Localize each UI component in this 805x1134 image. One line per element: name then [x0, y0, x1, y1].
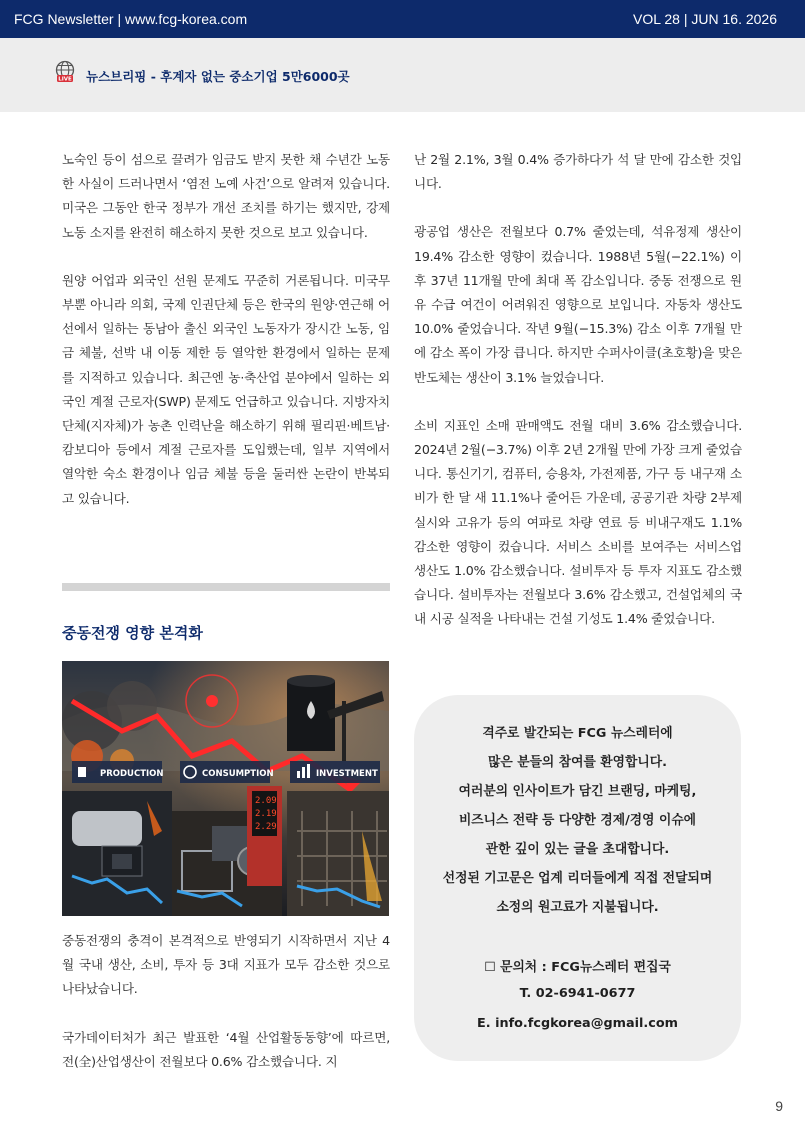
section-divider [62, 583, 390, 591]
paragraph: 국가데이터처가 최근 발표한 ‘4월 산업활동동향’에 따르면, 전(全)산업생산이 전월보다 0.6% 감소했습니다. 지 [62, 1029, 390, 1069]
globe-live-icon [54, 60, 76, 84]
paragraph: 원양 어업과 외국인 선원 문제도 꾸준히 거론됩니다. 미국무부뿐 아니라 의회, 국제 인권단체 등은 한국의 원양·연근해 어선에서 일하는 동남아 출신 외국인 노동자가 장시간 노동, 임금 체불, 선박 내 이동 제한 등 열악한 환경에서 일하는 문제를 지적하고 있습니다. 최근엔 농·축산업 분야에서 일하는 외국인 계절 근로자(SWP) 문제도 언급하고 있습니다. 지방자치단체(지자체)가 농촌 인력난을 해소하기 위해 필리핀·베트남·캄보디아 등에서 계절 근로자를 도입했는데, 일부 지역에서 열악한 숙소 환경이나 임금 체불 등을 둘러싼 논란이 반복되고 있습니다. [62, 272, 390, 506]
image-label-consumption: CONSUMPTION [202, 769, 274, 779]
contact-phone: T. 02-6941-0677 [519, 986, 636, 1001]
war-impact-illustration [62, 661, 389, 916]
top-bar [0, 0, 805, 38]
issue-date: VOL 28 | JUN 16. 2026 [633, 11, 777, 27]
callout-line: 비즈니스 전략 등 다양한 경제/경영 이슈에 [458, 813, 697, 828]
paragraph: 광공업 생산은 전월보다 0.7% 줄었는데, 석유정제 생산이 19.4% 감소한 영향이 컸습니다. 1988년 5월(−22.1%) 이후 37년 11개월 만에 최대 폭 감소입니다. 중동 전쟁으로 원유 수급 여건이 어려워진 영향으로 보입니다. 자동차 생산도 10.0% 줄었습니다. 작년 9월(−15.3%) 감소 이후 7개월 만에 감소 폭이 가장 큽니다. 하지만 수퍼사이클(초호황)을 맞은 반도체는 생산이 3.1% 늘었습니다. [414, 224, 742, 385]
callout-line: 많은 분들의 참여를 환영합니다. [488, 755, 667, 770]
left-column-bottom [62, 929, 390, 1074]
price-readout: 2.19 [255, 809, 277, 819]
right-column [414, 148, 742, 632]
image-label-production: PRODUCTION [100, 769, 164, 779]
callout-line: 관한 깊이 있는 글을 초대합니다. [485, 842, 670, 857]
left-column [62, 148, 390, 511]
contributor-callout [414, 695, 741, 1061]
paragraph: 난 2월 2.1%, 3월 0.4% 증가하다가 석 달 만에 감소한 것입니다. [414, 152, 742, 192]
section-title: 중동전쟁 영향 본격화 [62, 624, 203, 642]
paragraph: 소비 지표인 소매 판매액도 전월 대비 3.6% 감소했습니다. 2024년 2월(−3.7%) 이후 2년 2개월 만에 가장 크게 줄었습니다. 통신기기, 컴퓨터, 승용차, 가전제품, 가구 등 내구재 소비가 한 달 새 11.1%나 줄어든 가운데, 공공기관 차량 2부제 실시와 고유가 등의 여파로 차량 연료 등 비내구재도 1.1% 감소한 영향이 컸습니다. 서비스 소비를 보여주는 서비스업 생산도 1.0% 감소했습니다. 설비투자 등 투자 지표도 감소했습니다. 설비투자는 전월보다 3.6% 감소했고, 건설업체의 국내 시공 실적을 나타내는 건설 기성도 1.4% 줄었습니다. [414, 417, 742, 627]
price-readout: 2.09 [255, 796, 277, 806]
paragraph: 노숙인 등이 섬으로 끌려가 임금도 받지 못한 채 수년간 노동한 사실이 드러나면서 ‘염전 노예 사건’으로 알려져 있습니다. 미국은 그동안 한국 정부가 개선 조치를 하기는 했지만, 강제 노동 소지를 완전히 해소하지 못한 것으로 보고 있습니다. [62, 152, 390, 240]
callout-line: 선정된 기고문은 업계 리더들에게 직접 전달되며 [442, 871, 713, 886]
price-readout: 2.29 [255, 822, 277, 832]
image-label-investment: INVESTMENT [316, 769, 378, 779]
callout-line: 여러분의 인사이트가 담긴 브랜딩, 마케팅, [458, 784, 697, 799]
paragraph: 중동전쟁의 충격이 본격적으로 반영되기 시작하면서 지난 4월 국내 생산, 소비, 투자 등 3대 지표가 모두 감소한 것으로 나타났습니다. [62, 933, 390, 997]
briefing-title: 뉴스브리핑 - 후계자 없는 중소기업 5만6000곳 [86, 69, 350, 84]
contact-label: ☐ 문의처 : FCG뉴스레터 편집국 [484, 960, 671, 975]
page-number: 9 [775, 1098, 783, 1114]
callout-line: 격주로 발간되는 FCG 뉴스레터에 [482, 726, 673, 741]
callout-line: 소정의 원고료가 지불됩니다. [496, 900, 659, 915]
svg-text:LIVE: LIVE [58, 76, 72, 83]
newsletter-site: FCG Newsletter | www.fcg-korea.com [14, 11, 248, 27]
contact-email[interactable]: E. info.fcgkorea@gmail.com [477, 1016, 678, 1031]
sub-header [0, 38, 805, 112]
